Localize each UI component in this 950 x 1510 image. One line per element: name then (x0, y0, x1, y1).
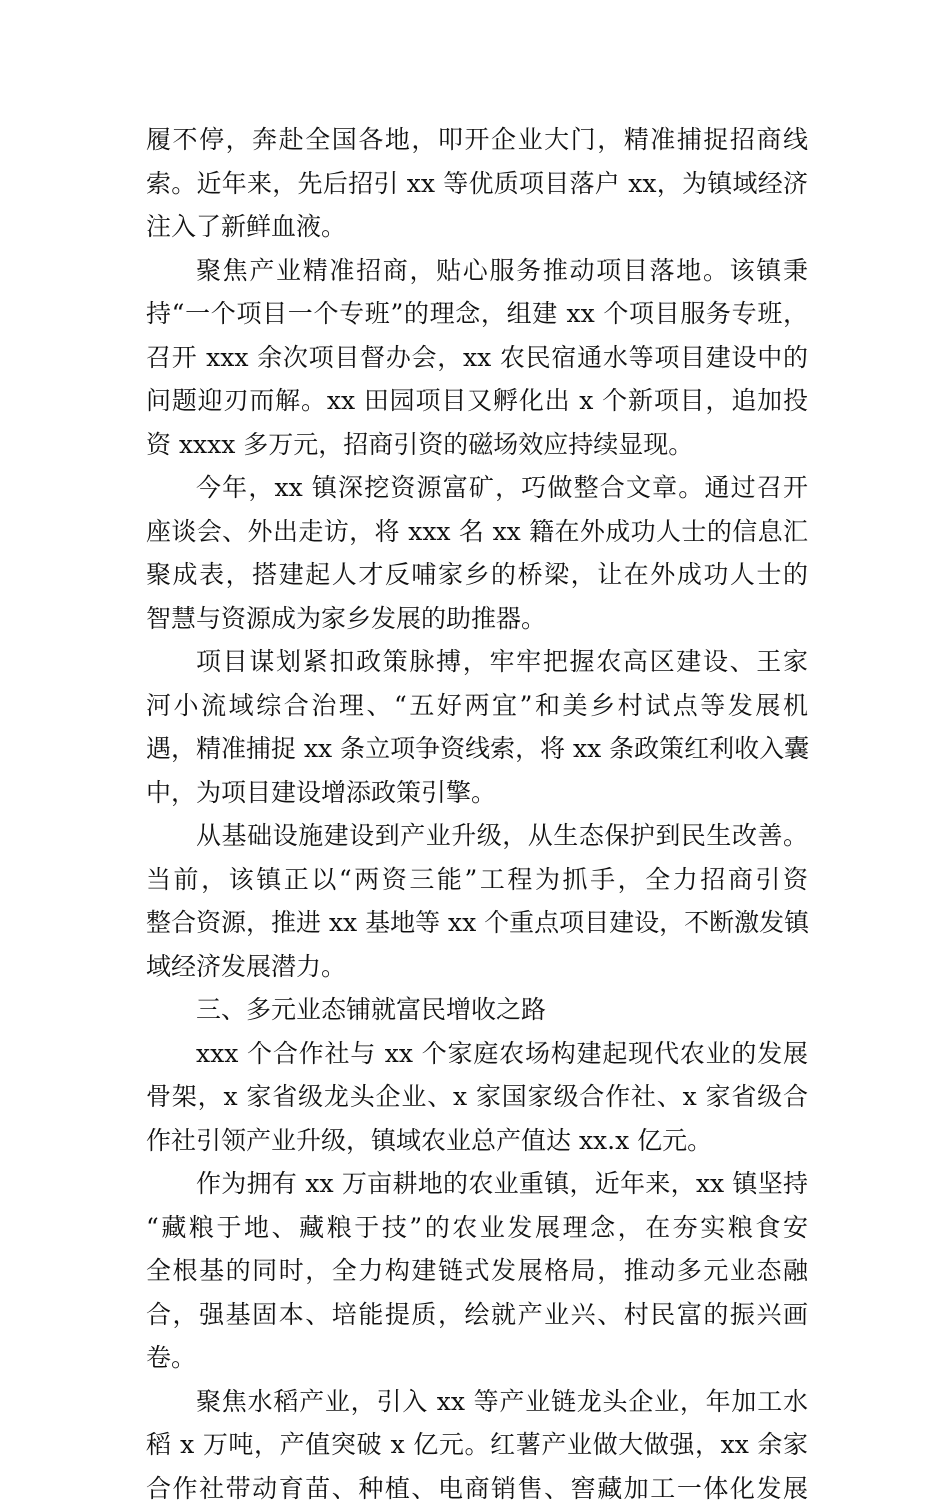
text-line: 今年，xx 镇深挖资源富矿，巧做整合文章。通过召开 (146, 466, 808, 510)
text-line: 骨架，x 家省级龙头企业、x 家国家级合作社、x 家省级合 (146, 1075, 808, 1119)
text-line: 召开 xxx 余次项目督办会，xx 农民宿通水等项目建设中的 (146, 336, 808, 380)
text-line: 项目谋划紧扣政策脉搏，牢牢把握农高区建设、王家 (146, 640, 808, 684)
text-line: 索。近年来，先后招引 xx 等优质项目落户 xx，为镇域经济 (146, 162, 808, 206)
text-line: 座谈会、外出走访，将 xxx 名 xx 籍在外成功人士的信息汇 (146, 510, 808, 554)
paragraph (146, 249, 808, 467)
text-line: 域经济发展潜力。 (146, 945, 808, 989)
text-line: 聚焦产业精准招商，贴心服务推动项目落地。该镇秉 (146, 249, 808, 293)
text-line: 注入了新鲜血液。 (146, 205, 808, 249)
text-line: 稻 x 万吨，产值突破 x 亿元。红薯产业做大做强，xx 余家 (146, 1423, 808, 1467)
text-line: 聚焦水稻产业，引入 xx 等产业链龙头企业，年加工水 (146, 1380, 808, 1424)
text-line: 作为拥有 xx 万亩耕地的农业重镇，近年来，xx 镇坚持 (146, 1162, 808, 1206)
paragraph (146, 118, 808, 249)
text-line: 作社引领产业升级，镇域农业总产值达 xx.x 亿元。 (146, 1119, 808, 1163)
paragraph (146, 1032, 808, 1163)
paragraph (146, 1380, 808, 1510)
text-line: 履不停，奔赴全国各地，叩开企业大门，精准捕捉招商线 (146, 118, 808, 162)
text-line: 资 xxxx 多万元，招商引资的磁场效应持续显现。 (146, 423, 808, 467)
text-line: 合，强基固本、培能提质，绘就产业兴、村民富的振兴画 (146, 1293, 808, 1337)
text-line: 持“一个项目一个专班”的理念，组建 xx 个项目服务专班， (146, 292, 808, 336)
paragraph (146, 1162, 808, 1380)
text-line: xxx 个合作社与 xx 个家庭农场构建起现代农业的发展 (146, 1032, 808, 1076)
text-line: 遇，精准捕捉 xx 条立项争资线索，将 xx 条政策红利收入囊 (146, 727, 808, 771)
text-line: 全根基的同时，全力构建链式发展格局，推动多元业态融 (146, 1249, 808, 1293)
text-line: 聚成表，搭建起人才反哺家乡的桥梁，让在外成功人士的 (146, 553, 808, 597)
paragraph (146, 814, 808, 988)
paragraph (146, 640, 808, 814)
text-line: 卷。 (146, 1336, 808, 1380)
text-line: 整合资源，推进 xx 基地等 xx 个重点项目建设，不断激发镇 (146, 901, 808, 945)
text-line: 智慧与资源成为家乡发展的助推器。 (146, 597, 808, 641)
text-line: 从基础设施建设到产业升级，从生态保护到民生改善。 (146, 814, 808, 858)
paragraph (146, 466, 808, 640)
section-heading: 三、多元业态铺就富民增收之路 (146, 988, 808, 1032)
text-line: 河小流域综合治理、“五好两宜”和美乡村试点等发展机 (146, 684, 808, 728)
text-line: 中，为项目建设增添政策引擎。 (146, 771, 808, 815)
text-line: 合作社带动育苗、种植、电商销售、窖藏加工一体化发展 (146, 1467, 808, 1510)
text-line: “藏粮于地、藏粮于技”的农业发展理念，在夯实粮食安 (146, 1206, 808, 1250)
document-page (146, 118, 808, 1510)
text-line: 问题迎刃而解。xx 田园项目又孵化出 x 个新项目，追加投 (146, 379, 808, 423)
text-line: 当前，该镇正以“两资三能”工程为抓手，全力招商引资 (146, 858, 808, 902)
